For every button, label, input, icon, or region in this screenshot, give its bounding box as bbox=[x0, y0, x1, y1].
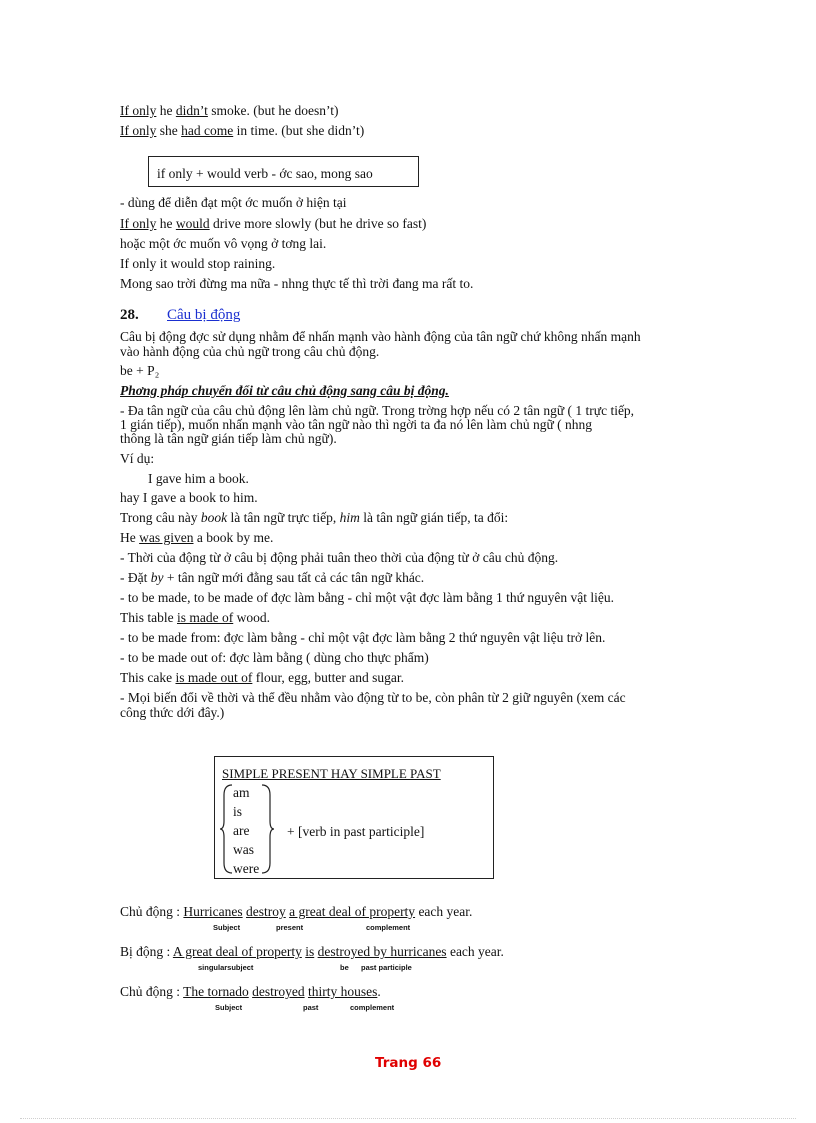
usage-present-wish: - dùng để diễn đạt một ớc muốn ở hiện tại bbox=[120, 195, 347, 210]
usage-future-wish: hoặc một ớc muốn vô vọng ở tơng lai. bbox=[120, 236, 327, 251]
label-be: be bbox=[340, 963, 349, 972]
translation-rain: Mong sao trời đừng ma nữa - nhng thực tế thì trời đang ma rất to. bbox=[120, 276, 474, 291]
section-title-link[interactable]: Câu bị động bbox=[167, 307, 241, 323]
right-brace-icon bbox=[259, 783, 275, 875]
example-was-given: He was given a book by me. bbox=[120, 530, 274, 545]
rule-by: - Đặt by + tân ngữ mới đằng sau tất cả các tân ngữ khác. bbox=[120, 570, 425, 585]
sentence-if-only-smoke: If only he didn’t smoke. (but he doesn’t) bbox=[120, 103, 339, 118]
example-explanation: Trong câu này book là tân ngữ trực tiếp, him là tân ngữ gián tiếp, ta đổi: bbox=[120, 510, 509, 525]
rule-be-changes-line1: - Mọi biến đổi về thời và thể đều nhằm vào động từ to be, còn phân từ 2 giữ nguyên (xem các bbox=[120, 690, 626, 705]
past-participle-formula: + [verb in past participle] bbox=[287, 824, 425, 839]
rule-made-out-of: - to be made out of: đợc làm bằng ( dùng cho thực phẩm) bbox=[120, 650, 429, 665]
label-past: past bbox=[303, 1003, 319, 1012]
passive-intro-line1: Câu bị động đợc sử dụng nhằm để nhấn mạnh vào hành động của tân ngữ chứ không nhấn mạnh bbox=[120, 329, 641, 344]
label-present: present bbox=[276, 923, 304, 932]
be-form-am: am bbox=[233, 785, 250, 800]
be-form-was: was bbox=[233, 842, 254, 857]
label-complement-2: complement bbox=[350, 1003, 395, 1012]
rule-object-line3: thông là tân ngữ gián tiếp làm chủ ngữ). bbox=[120, 431, 337, 446]
example-gave-book-to: hay I gave a book to him. bbox=[120, 490, 258, 505]
label-subject-2: Subject bbox=[215, 1003, 243, 1012]
formula-box-if-only bbox=[148, 156, 419, 187]
label-singular-subject: singularsubject bbox=[198, 963, 254, 972]
rule-object-line1: - Đa tân ngữ của câu chủ động lên làm chủ ngữ. Trong trờng hợp nếu có 2 tân ngữ ( 1 trực tiếp, bbox=[120, 403, 635, 418]
page-bottom-divider bbox=[20, 1118, 796, 1119]
rule-object-line2: 1 gián tiếp), muốn nhấn mạnh vào tân ngữ nào thì ngời ta đa nó lên làm chủ ngữ ( nhng bbox=[120, 417, 593, 432]
conversion-heading: Phơng pháp chuyển đổi từ câu chủ động sang câu bị động. bbox=[120, 383, 449, 398]
label-past-participle: past participle bbox=[361, 963, 412, 972]
passive-intro-line2: vào hành động của chủ ngữ trong câu chủ động. bbox=[120, 344, 380, 359]
example-made-of: This table is made of wood. bbox=[120, 610, 270, 625]
active-example-1: Chủ động : Hurricanes destroy a great deal of property each year. bbox=[120, 904, 473, 919]
sentence-if-only-drive: If only he would drive more slowly (but he drive so fast) bbox=[120, 216, 427, 231]
rule-made-from: - to be made from: đợc làm bằng - chỉ một vật đợc làm bằng 2 thứ nguyên vật liệu trở lên. bbox=[120, 630, 606, 645]
example-made-out-of: This cake is made out of flour, egg, butter and sugar. bbox=[120, 670, 405, 685]
be-form-are: are bbox=[233, 823, 250, 838]
be-form-is: is bbox=[233, 804, 243, 819]
formula-if-only-would: if only + would verb - ớc sao, mong sao bbox=[157, 166, 373, 181]
sentence-if-only-rain: If only it would stop raining. bbox=[120, 256, 276, 271]
formula-box-simple-tense bbox=[214, 756, 494, 879]
sentence-if-only-come: If only she had come in time. (but she didn’t) bbox=[120, 123, 365, 138]
be-form-were: were bbox=[233, 861, 260, 876]
active-example-3: Chủ động : The tornado destroyed thirty houses. bbox=[120, 984, 381, 999]
rule-tense: - Thời của động từ ở câu bị động phải tuân theo thời của động từ ở câu chủ động. bbox=[120, 550, 559, 565]
section-number: 28. bbox=[120, 307, 139, 323]
example-gave-book: I gave him a book. bbox=[148, 471, 249, 486]
passive-example-2: Bị động : A great deal of property is destroyed by hurricanes each year. bbox=[120, 944, 504, 959]
formula-box-title: SIMPLE PRESENT HAY SIMPLE PAST bbox=[222, 766, 441, 781]
example-label: Ví dụ: bbox=[120, 451, 155, 466]
page-number: Trang 66 bbox=[375, 1055, 442, 1071]
rule-be-changes-line2: công thức dới đây.) bbox=[120, 705, 225, 720]
label-subject: Subject bbox=[213, 923, 241, 932]
passive-formula: be + P₂ bbox=[120, 363, 160, 378]
label-complement: complement bbox=[366, 923, 411, 932]
rule-made-of: - to be made, to be made of đợc làm bằng - chỉ một vật đợc làm bằng 1 thứ nguyên vật liệu. bbox=[120, 590, 614, 605]
